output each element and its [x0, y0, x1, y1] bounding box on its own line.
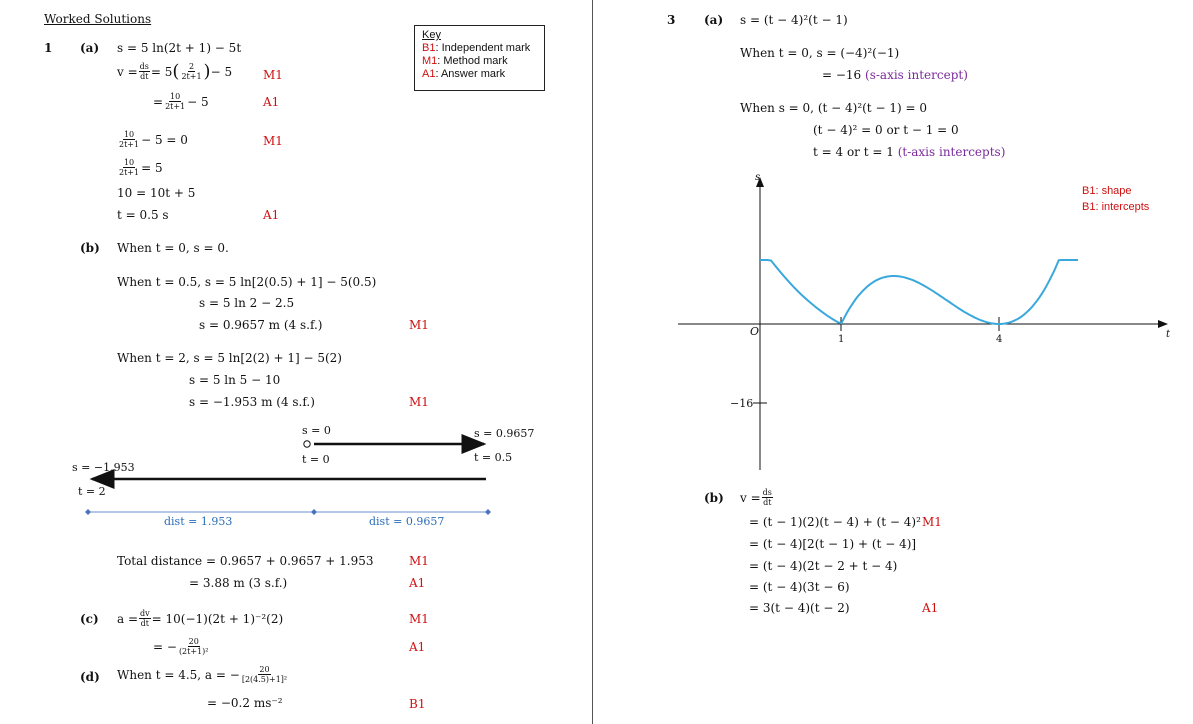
q3a-line2: When t = 0, s = (−4)²(−1) [740, 46, 900, 60]
q1b-line2a: When t = 0.5, s = 5 ln[2(0.5) + 1] − 5(0.5) [117, 275, 377, 289]
q1b-line2b: s = 5 ln 2 − 2.5 [199, 296, 295, 310]
mark-a1: A1 [263, 208, 280, 222]
mark-m1: M1 [922, 515, 942, 529]
q3a-line3 [822, 68, 968, 82]
key-code: A1 [422, 68, 436, 80]
mark-b1-intercepts: B1: intercepts [1082, 201, 1150, 213]
tick-label-1: 1 [838, 334, 845, 345]
eq-text: − 5 = 0 [141, 132, 188, 147]
q3b-line6: = 3(t − 4)(t − 2) [749, 601, 850, 615]
dv-dt-fraction [139, 609, 151, 628]
q1c-line2 [153, 637, 210, 656]
cubic-graph [593, 160, 1193, 480]
distance-point [485, 509, 491, 515]
frac-den: 2t+1 [119, 140, 140, 149]
start-point-circle [304, 441, 310, 447]
s-axis-label: s [755, 172, 761, 183]
question-number: 3 [667, 13, 676, 27]
frac-num: 10 [170, 92, 181, 101]
paren-open: ( [172, 60, 180, 82]
q3a-line5: (t − 4)² = 0 or t − 1 = 0 [813, 123, 959, 137]
ds-dt-fraction [762, 488, 773, 507]
q3a-line4: When s = 0, (t − 4)²(t − 1) = 0 [740, 101, 927, 115]
frac-num: 10 [123, 130, 135, 139]
nl-t2: t = 2 [78, 485, 106, 498]
nl-t1: t = 0.5 [474, 451, 513, 464]
q3b-line3: = (t − 4)[2(t − 1) + (t − 4)] [749, 537, 917, 551]
mark-a1: A1 [409, 576, 426, 590]
part-label-3b: (b) [704, 491, 724, 505]
eq-text: − 5 [210, 64, 233, 79]
frac-den: (2t+1)² [178, 647, 209, 656]
q1a-line1: s = 5 ln(2t + 1) − 5t [117, 41, 242, 55]
eq-text: = 5 [150, 64, 173, 79]
t-intercept-note: (t-axis intercepts) [897, 145, 1006, 159]
key-text: : Method mark [437, 55, 508, 67]
mark-m1: M1 [409, 554, 429, 568]
q1b-line3b: s = 5 ln 5 − 10 [189, 373, 281, 387]
eq-text: = 10(−1)(2t + 1)⁻²(2) [151, 611, 284, 626]
twenty-fraction [178, 637, 210, 656]
tick-label-neg16: −16 [730, 397, 754, 410]
frac-num: ds [762, 488, 772, 497]
mark-m1: M1 [409, 318, 429, 332]
frac-den: dt [140, 72, 149, 81]
s-intercept-note: (s-axis intercept) [865, 68, 968, 82]
q3b-line4: = (t − 4)(2t − 2 + t − 4) [749, 559, 898, 573]
twenty-fraction [241, 665, 288, 684]
key-code: M1 [422, 55, 438, 67]
a-label: a = [117, 611, 139, 626]
v-label: v = [117, 64, 138, 79]
eq-text: When t = 4.5, a = − [117, 667, 240, 682]
eq-text: = 5 [141, 160, 163, 175]
frac-den: 2t+1 [181, 72, 202, 81]
part-label-1c: (c) [80, 612, 99, 626]
frac-den: [2(4.5)+1]² [241, 675, 288, 684]
mark-b1: B1 [409, 697, 426, 711]
mark-m1: M1 [409, 395, 429, 409]
eq-text: t = 4 or t = 1 [813, 145, 898, 159]
origin-label: O [750, 325, 760, 338]
key-text: : Answer mark [435, 68, 506, 80]
frac-den: 2t+1 [119, 168, 140, 177]
part-label-1b: (b) [80, 241, 100, 255]
frac-num: ds [139, 62, 149, 71]
key-code: B1 [422, 42, 436, 54]
eq-text: = [153, 94, 164, 109]
q3b-line5: = (t − 4)(3t − 6) [749, 580, 850, 594]
q1d-line1 [117, 665, 289, 684]
eq-text: − 5 [187, 94, 209, 109]
distance-point [85, 509, 91, 515]
question-number: 1 [44, 41, 53, 55]
q1a-line-t: t = 0.5 s [117, 208, 169, 222]
q1d-line2: = −0.2 ms⁻² [207, 696, 283, 710]
q1b-line3a: When t = 2, s = 5 ln[2(2) + 1] − 5(2) [117, 351, 342, 365]
v-label: v = [740, 490, 761, 505]
t-axis-label: t [1166, 329, 1171, 340]
part-label-1a: (a) [80, 41, 100, 55]
total-distance-line2: = 3.88 m (3 s.f.) [189, 576, 288, 590]
q3a-line1: s = (t − 4)²(t − 1) [740, 13, 848, 27]
q3b-line1 [740, 488, 774, 507]
frac-den: 2t+1 [165, 102, 186, 111]
distance-label-2: dist = 0.9657 [369, 515, 445, 528]
cubic-curve [760, 260, 1078, 324]
q3a-line6 [813, 145, 1005, 159]
frac-num: 20 [259, 665, 270, 674]
part-label-3a: (a) [704, 13, 724, 27]
distance-point [311, 509, 317, 515]
tick-label-4: 4 [996, 334, 1003, 345]
total-distance-line1: Total distance = 0.9657 + 0.9657 + 1.953 [117, 554, 374, 568]
mark-m1: M1 [263, 68, 283, 82]
page-title: Worked Solutions [44, 12, 152, 26]
mark-m1: M1 [263, 134, 283, 148]
mark-a1: A1 [263, 95, 280, 109]
eq-text: = −16 [822, 68, 866, 82]
frac-den: dt [763, 498, 772, 507]
frac-num: dv [140, 609, 150, 618]
frac-num: 10 [123, 158, 135, 167]
mark-a1: A1 [922, 601, 939, 615]
key-text: : Independent mark [435, 42, 531, 54]
frac-num: 2 [188, 62, 195, 71]
eq-text: = − [153, 639, 177, 654]
q1b-line2c: s = 0.9657 m (4 s.f.) [199, 318, 323, 332]
q1b-line3c: s = −1.953 m (4 s.f.) [189, 395, 315, 409]
nl-s0: s = 0 [302, 424, 331, 437]
distance-label-1: dist = 1.953 [164, 515, 233, 528]
q1c-line1 [117, 609, 283, 628]
q1b-line1: When t = 0, s = 0. [117, 241, 229, 255]
mark-m1: M1 [409, 612, 429, 626]
frac-num: 20 [188, 637, 199, 646]
frac-den: dt [140, 619, 150, 628]
nl-s1: s = 0.9657 [474, 427, 535, 440]
q1a-line-10: 10 = 10t + 5 [117, 186, 196, 200]
part-label-1d: (d) [80, 670, 100, 684]
mark-a1: A1 [409, 640, 426, 654]
q3b-line2: = (t − 1)(2)(t − 4) + (t − 4)² [749, 515, 921, 529]
key-title: Key [422, 29, 441, 41]
nl-s2: s = −1.953 [72, 461, 135, 474]
paren-close: ) [203, 60, 211, 82]
mark-b1-shape: B1: shape [1082, 185, 1132, 197]
nl-t0: t = 0 [302, 453, 330, 466]
